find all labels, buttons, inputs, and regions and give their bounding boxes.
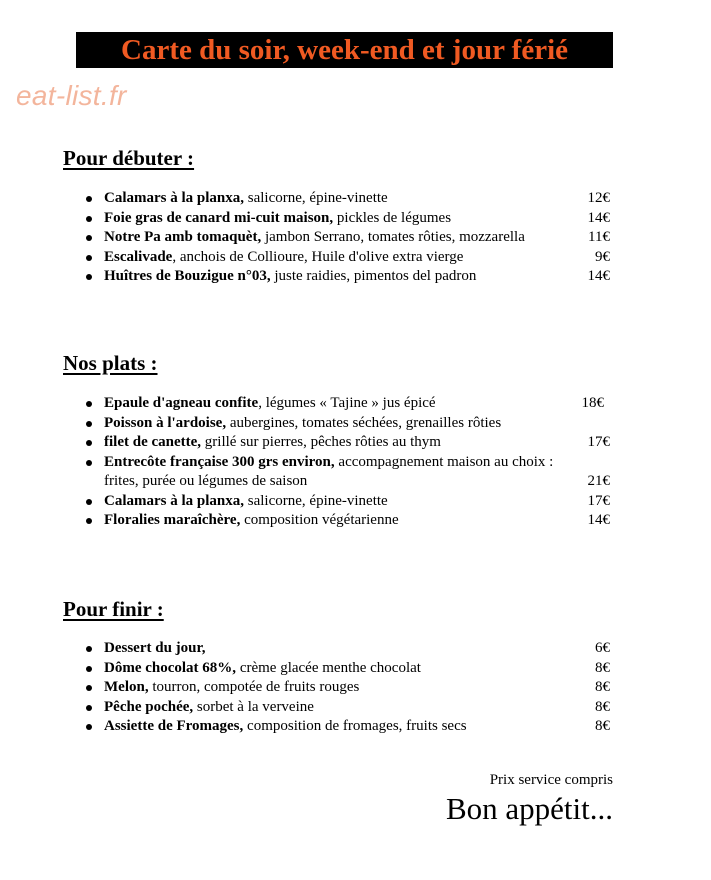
mains-list [82, 394, 612, 531]
price: 8€ [595, 659, 610, 676]
menu-item: Huîtres de Bouzigue n°03, juste raidies, pimentos del padron 14€ [82, 267, 612, 287]
menu-title-bar [76, 32, 613, 68]
menu-title: Carte du soir, week-end et jour férié [121, 34, 568, 66]
menu-item: Pêche pochée, sorbet à la verveine 8€ [82, 698, 612, 718]
price: 12€ [587, 190, 610, 206]
desserts-list [82, 639, 612, 737]
menu-item: Poisson à l'ardoise, aubergines, tomates séchées, grenailles rôties [82, 414, 612, 434]
menu-item: Escalivade, anchois de Collioure, Huile d'olive extra vierge 9€ [82, 248, 612, 268]
menu-item: Assiette de Fromages, composition de fromages, fruits secs 8€ [82, 717, 612, 737]
price: 8€ [595, 698, 610, 715]
closing-text: Bon appétit... [445, 791, 613, 826]
menu-item: filet de canette, grillé sur pierres, pêches rôties au thym 17€ [82, 433, 612, 453]
section-heading-starters: Pour débuter : [63, 146, 195, 170]
section-heading-mains: Nos plats : [63, 351, 158, 375]
service-note: Prix service compris [489, 772, 613, 788]
price: 14€ [587, 268, 610, 284]
menu-item: Calamars à la planxa, salicorne, épine-vinette 12€ [82, 189, 612, 209]
price: 21€ [587, 473, 610, 489]
menu-item: Entrecôte française 300 grs environ, accompagnement maison au choix : frites, purée ou légumes de saison 21€ [82, 453, 612, 492]
menu-item: Notre Pa amb tomaquèt, jambon Serrano, tomates rôties, mozzarella 11€ [82, 228, 612, 248]
section-heading-desserts: Pour finir : [63, 597, 164, 621]
menu-item: Dessert du jour, 6€ [82, 639, 612, 659]
menu-item: Epaule d'agneau confite, légumes « Tajine » jus épicé 18€ [82, 394, 612, 414]
watermark-logo: eat-list.fr [16, 80, 127, 111]
price: 17€ [587, 434, 610, 450]
menu-item: Foie gras de canard mi-cuit maison, pickles de légumes 14€ [82, 209, 612, 229]
price: 18€ [581, 395, 604, 411]
price: 11€ [588, 229, 610, 245]
menu-item: Dôme chocolat 68%, crème glacée menthe chocolat 8€ [82, 659, 612, 679]
price: 17€ [587, 492, 610, 509]
starters-list [82, 189, 612, 287]
price: 9€ [595, 248, 610, 265]
price: 14€ [587, 512, 610, 528]
price: 6€ [595, 640, 610, 656]
menu-item: Floralies maraîchère, composition végétarienne 14€ [82, 511, 612, 531]
price: 8€ [595, 679, 610, 695]
menu-item: Calamars à la planxa, salicorne, épine-vinette 17€ [82, 492, 612, 512]
price: 8€ [595, 718, 610, 734]
price: 14€ [587, 209, 610, 226]
menu-item: Melon, tourron, compotée de fruits rouges 8€ [82, 678, 612, 698]
